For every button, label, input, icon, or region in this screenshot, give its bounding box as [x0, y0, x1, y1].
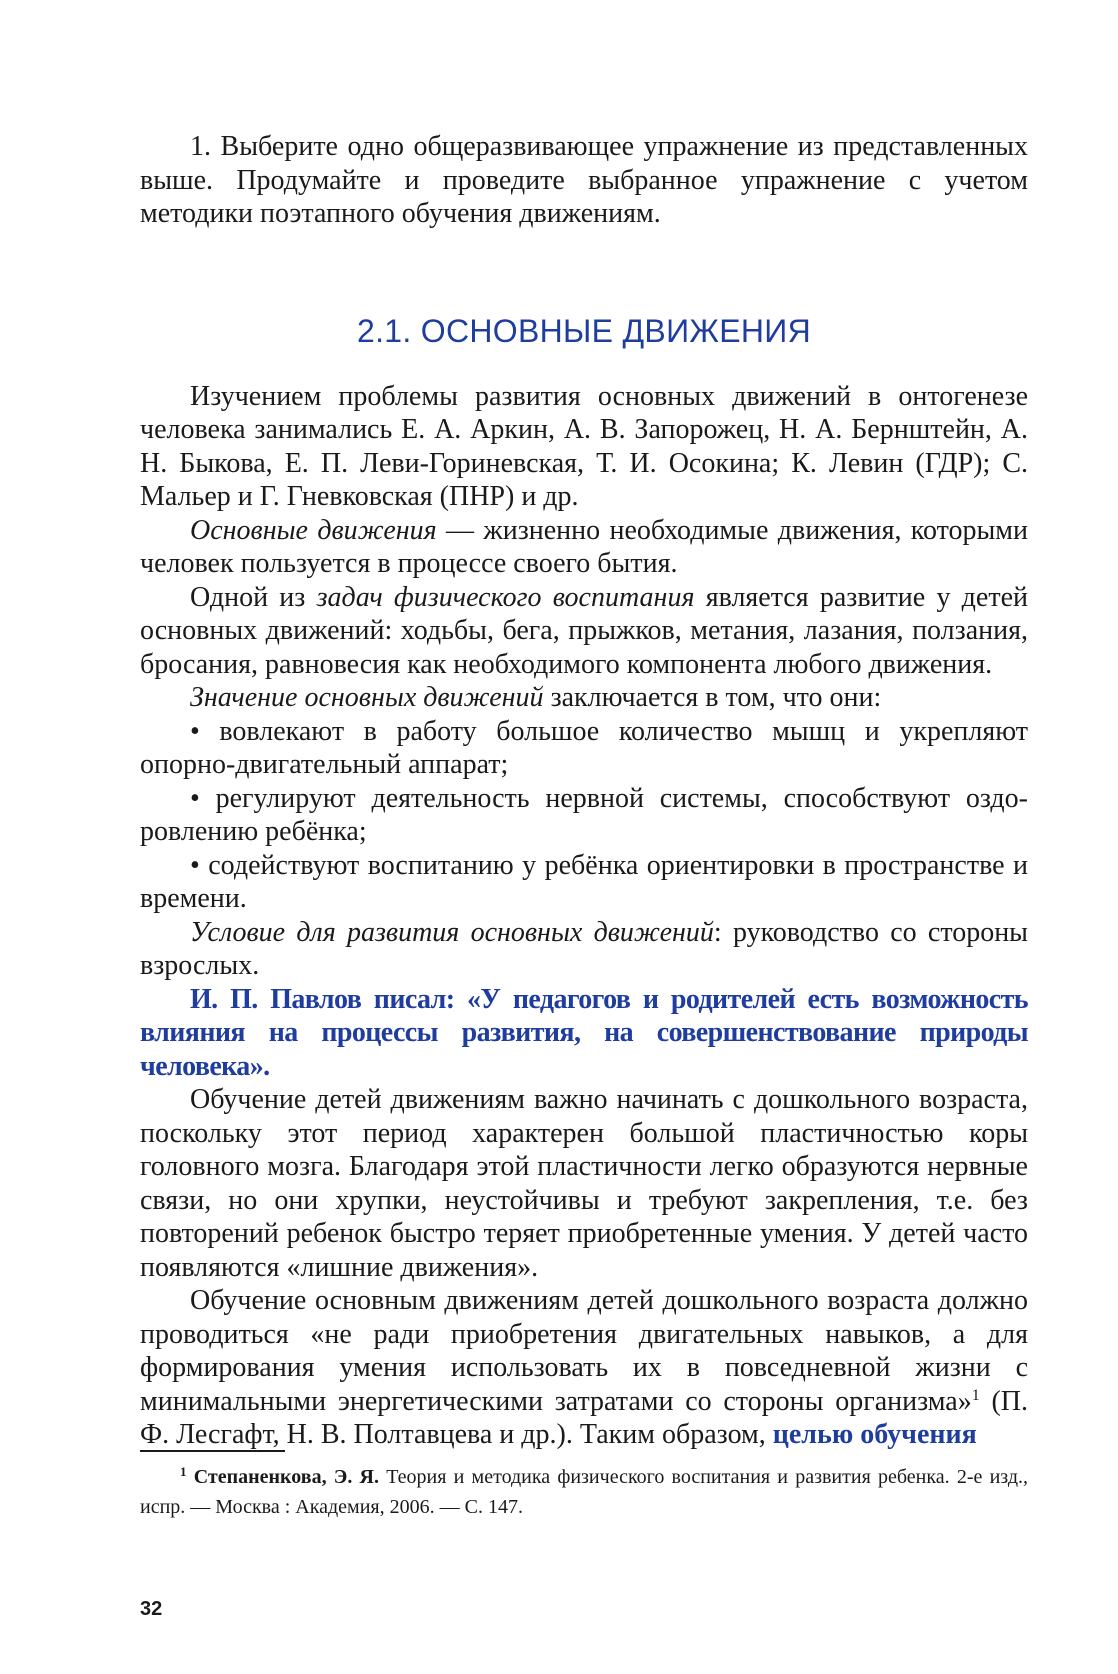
footnote-reference: 1 [971, 1386, 980, 1404]
paragraph-significance [140, 681, 1028, 715]
page-number: 32 [140, 1598, 163, 1620]
goal-text-start: Обучение основным движениям детей дошкольного возраста должно проводиться «не ради приобретения двигательных навыков, а для формирования умения использовать их в повседневной жизни с минимальными энергетическими затратами со стороны организма» [140, 1285, 1028, 1417]
footnote-text: Теория и методика физического воспитания и развития ребенка. 2-е изд., испр. — Москва : Академия, 2006. — С. 147. [140, 1466, 1028, 1518]
definition-text: — жизненно необходимые движения, которыми человек пользуется в процессе своего бытия. [140, 514, 1028, 579]
condition-text: : руководство со стороны взрослых. [140, 916, 1028, 981]
term-significance: Значение основных движений [190, 682, 544, 713]
task-paragraph: 1. Выберите одно общеразвивающее упражнение из представленных выше. Продумайте и проведите выбранное упражнение с учетом методики поэтапного обучения движениям. [140, 131, 1028, 229]
pavlov-quote: И. П. Павлов писал: «У педагогов и родителей есть возможность влияния на процессы развития, на совершенствование природы человека». [140, 983, 1028, 1082]
paragraph-researchers: Изучением проблемы развития основных движений в онтогенезе человека занимались Е. А. Аркин, А. В. Запорожец, Н. А. Бернштейн, А. Н. Быкова, Е. П. Леви-Гориневская, Т. И. Осокина; К. Левин (ГДР); С. Мальер и Г. Гневковская (ПНР) и др. [140, 380, 1028, 512]
footnote-divider [140, 1450, 285, 1452]
significance-text: заключается в том, что они: [543, 682, 882, 713]
paragraph-learning-goal [140, 1284, 1028, 1452]
bullet-item: • содействуют воспитанию у ребёнка ориентировки в пространстве и времени. [140, 849, 1028, 914]
paragraph-basic-movements-definition [140, 514, 1028, 581]
paragraph-physical-education-tasks [140, 581, 1028, 682]
goal-text-rest: (П. Ф. Лесгафт, Н. В. Полтавцева и др.). Таким образом, [140, 1385, 1029, 1450]
term-condition: Условие для развития основных движений [190, 916, 714, 948]
section-title: 2.1. ОСНОВНЫЕ ДВИЖЕНИЯ [356, 312, 811, 349]
tasks-intro: Одной из [190, 581, 317, 613]
bullet-item: • регулируют деятельность нервной системы, способствуют оздоровлению ребёнка; [140, 782, 1028, 847]
term-physical-education-tasks: задач физического воспитания [316, 581, 695, 613]
paragraph-preschool-learning: Обучение детей движениям важно начинать с дошкольного возраста, поскольку этот период характерен большой пластичностью коры головного мозга. Благодаря этой пластичности легко образуются нервные связи, но они хрупки, неустойчивы и требуют закрепления, т.е. без повторений ребенок быстро теряет приобретенные умения. У детей часто появляются «лишние движения». [140, 1084, 1028, 1283]
bullet-item: • вовлекают в работу большое количество мышц и укрепляют опорно-двигательный аппарат; [140, 715, 1028, 780]
footnote [140, 1462, 1028, 1522]
footnote-marker: 1 [180, 1464, 187, 1479]
tasks-text: является развитие у детей основных движений: ходьбы, бега, прыжков, метания, лазания, ползания, бросания, равновесия как необходимого компонента любого движения. [140, 581, 1029, 680]
term-basic-movements: Основные движения [190, 514, 437, 546]
page-body [140, 130, 1028, 1452]
footnote-author: Степаненкова, Э. Я. [193, 1466, 380, 1488]
goal-highlight: целью обучения [772, 1419, 977, 1450]
paragraph-condition [140, 916, 1028, 983]
